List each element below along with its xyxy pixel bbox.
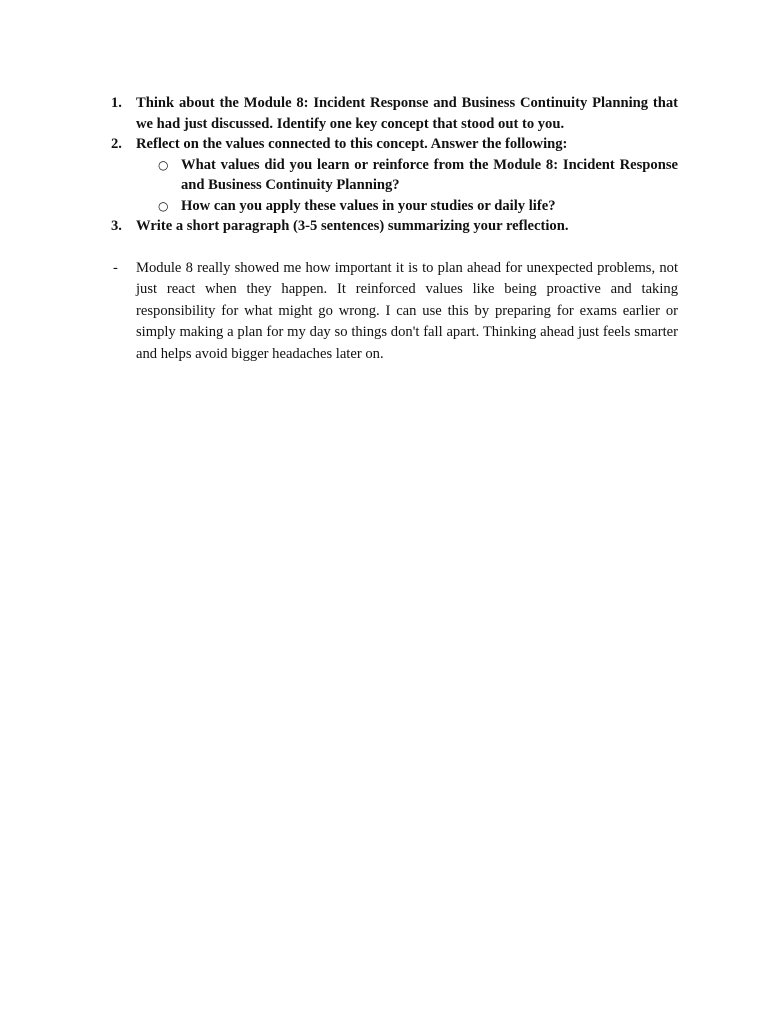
question-text: Reflect on the values connected to this concept. Answer the following: [136, 136, 568, 152]
hollow-circle-bullet-icon: ○ [158, 198, 169, 213]
dash-bullet: - [113, 259, 118, 276]
question-number: 3. [111, 218, 122, 234]
question-1 [111, 93, 678, 134]
sub-question-1 [111, 155, 678, 196]
question-3 [111, 216, 678, 237]
sub-question-text: How can you apply these values in your studies or daily life? [181, 197, 556, 214]
answer-text: Module 8 really showed me how important it is to plan ahead for unexpected problems, not just react when they happen. It reinforced values like being proactive and taking responsibility for what might go wrong. I can use this by preparing for exams earlier or simply making a plan for my day so things don't fall apart. Thinking ahead just feels smarter and helps avoid bigger headaches later on. [136, 259, 678, 362]
document-content [111, 93, 678, 365]
hollow-circle-bullet-icon: ○ [158, 157, 169, 172]
sub-question-2 [111, 196, 678, 217]
question-list [111, 93, 678, 237]
question-text: Write a short paragraph (3-5 sentences) summarizing your reflection. [136, 218, 569, 234]
question-number: 2. [111, 136, 122, 152]
question-2-subitems [111, 155, 678, 217]
question-number: 1. [111, 95, 122, 111]
question-text: Think about the Module 8: Incident Response and Business Continuity Planning that we had just discussed. Identify one key concept that stood out to you. [136, 95, 678, 132]
sub-question-list [111, 155, 678, 217]
answer-paragraph [111, 258, 678, 366]
question-2 [111, 134, 678, 155]
sub-question-text: What values did you learn or reinforce from the Module 8: Incident Response and Business Continuity Planning? [181, 156, 678, 193]
